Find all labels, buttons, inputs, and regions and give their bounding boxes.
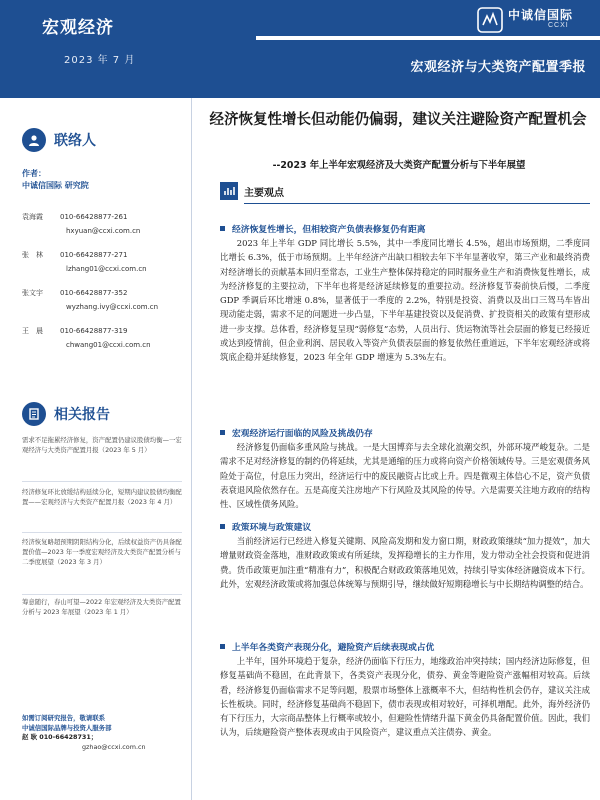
contacts-section-title xyxy=(22,128,96,152)
contact-name: 张 林 xyxy=(22,251,43,259)
related-report-link[interactable]: 需求不足拖累经济修复，资产配置仍建议股债均衡—一宏观经济与大类资产配置月报（2023 年 5 月） xyxy=(22,436,182,454)
main-views-section-title xyxy=(220,182,284,200)
report-divider xyxy=(22,481,182,482)
contact-name: 张文宇 xyxy=(22,289,43,297)
authors-institution: 中诚信国际 研究院 xyxy=(22,181,89,190)
contact-entry xyxy=(22,288,159,311)
bullet-square-icon xyxy=(220,524,225,529)
key-point-paragraph: 上半年，国外环境趋于复杂，经济仍面临下行压力，地缘政治冲突持续；国内经济边际修复，但修复基础尚不稳固，在此背景下，各类资产表现分化，债券、黄金等避险资产涨幅相对较高。后续看，经济修复仍面临需求不足等问题，股票市场整体上涨概率不大，但结构性机会仍存，建议关注成长性板块。同时，经济修复基础尚不稳固下，债市表现或相对较好，可择机增配。此外，海外经济仍有下行压力，大宗商品整体上行概率或较小，但避险性情绪升温下黄金仍具备配置价值。因此，我们认为，后续避险资产整体表现或由于风险资产，建议重点关注债券、黄金。 xyxy=(220,656,590,738)
subscription-contact-name: 赵 耿 xyxy=(22,733,38,742)
contact-phone: 010-66428877-261 xyxy=(60,213,128,221)
sidebar-divider xyxy=(191,98,192,800)
subscription-line-1: 如需订阅研究报告，敬请联系 xyxy=(22,714,106,722)
contact-phone: 010-66428877-319 xyxy=(60,327,128,335)
key-point-heading xyxy=(220,426,373,439)
related-reports-section-title xyxy=(22,402,110,426)
authors-label: 作者： xyxy=(22,169,46,178)
contact-email[interactable]: wyzhang.ivy@ccxi.com.cn xyxy=(66,303,159,311)
logo-text: 中诚信国际 xyxy=(508,8,574,22)
bullet-square-icon xyxy=(220,644,225,649)
report-subtitle: --2023 年上半年宏观经济及大类资产配置分析与下半年展望 xyxy=(272,160,526,171)
key-point-heading-text: 经济恢复性增长，但相较资产负债表修复仍有距离 xyxy=(232,225,426,235)
report-divider xyxy=(22,532,182,533)
related-report-link[interactable]: 经济恢复略超预期阴阳结构分化，后续权益资产仍具备配置价值—2023 年一季度宏观经济及大类资产配置分析与二季度展望（2023 年 3 月） xyxy=(22,538,182,566)
key-point-paragraph: 2023 年上半年 GDP 同比增长 5.5%，其中一季度同比增长 4.5%，超出市场预期，二季度同比增长 6.3%，低于市场预期。上半年经济产出缺口相较去年下半年显著收窄，第三产业和最终消费对经济增长的贡献基本回归至常态，工业生产整体保持稳定的同时服务业生产和消费恢复性增长，成为经济修复的主要拉动，下半年也将是经济延续修复的重要拉动。经济修复节奏前快后慢，二季度 GDP 季调后环比增速 0.8%，显著低于一季度的 2.2%，特别是投资、消费以及出口三驾马车皆出现动能走弱，需求不足的问题进一步凸显，下半年基建投资以及促消费、扩投资相关的政策有望形成进一步支撑。总体看，经济修复呈现“弱修复”态势，人员出行、货运物流等社会层面的修复已经接近或达到疫情前，但企业利润、居民收入等资产负债表层面的修复依然任重道远，下半年宏观经济或将筑底企稳并延续修复，2023 年全年 GDP 增速为 5.3%左右。 xyxy=(220,238,590,363)
key-point-heading-text: 政策环境与政策建议 xyxy=(232,523,312,533)
key-point-heading xyxy=(220,640,434,653)
key-point-heading xyxy=(220,520,311,533)
contact-phone: 010-66428877-352 xyxy=(60,289,128,297)
contact-entry xyxy=(22,326,151,349)
bullet-square-icon xyxy=(220,226,225,231)
related-reports-heading: 相关报告 xyxy=(54,407,110,423)
subscription-contact xyxy=(22,714,190,752)
related-report-link[interactable]: 经济修复环比放缓结构延续分化，短期内建议股债均衡配置——宏观经济与大类资产配置月报（2023 年 4 月） xyxy=(22,488,182,506)
related-report-link[interactable]: 筹意随行，春山可望—2022 年宏观经济及大类资产配置分析与 2023 年展望（2023 年 1 月） xyxy=(22,598,181,616)
subscription-line-2: 中诚信国际品牌与投资人服务部 xyxy=(22,723,112,732)
contact-entry xyxy=(22,250,147,273)
contact-person-icon xyxy=(22,128,46,152)
report-date: 2023 年 7 月 xyxy=(64,55,136,66)
logo-subtext: CCXI xyxy=(548,22,569,29)
contact-email[interactable]: hxyuan@ccxi.com.cn xyxy=(66,227,141,235)
contact-phone: 010-66428877-271 xyxy=(60,251,128,259)
bullet-square-icon xyxy=(220,430,225,435)
key-point-heading-text: 宏观经济运行面临的风险及挑战仍存 xyxy=(232,429,373,439)
key-point-heading xyxy=(220,222,426,235)
subscription-contact-email[interactable]: gzhao@ccxi.com.cn xyxy=(82,742,146,751)
contact-entry xyxy=(22,212,141,235)
key-point-heading-text: 上半年各类资产表现分化，避险资产后续表现或占优 xyxy=(232,643,435,653)
main-views-heading: 主要观点 xyxy=(244,187,284,199)
contact-email[interactable]: lzhang01@ccxi.com.cn xyxy=(66,265,147,273)
report-category: 宏观经济 xyxy=(42,18,114,38)
subscription-contact-line xyxy=(22,733,190,743)
document-icon xyxy=(22,402,46,426)
header-divider xyxy=(256,36,600,40)
report-divider xyxy=(22,594,182,595)
key-point-paragraph: 当前经济运行已经进入修复关键期、风险高发期和发力窗口期，财政政策继续“加力提效”，加大增量财政资金落地，准财政政策或有所延续，发挥稳增长的主力作用，发力带动全社会投资和促进消费。货币政策更加注重“精准有力”，积极配合财政政策落地见效，持续引导实体经济融资成本下行。此外，宏观经济政策或将加强总体统筹与预期引导，继续做好短期稳增长与中长期结构调整的结合。 xyxy=(220,536,590,589)
contact-email[interactable]: chwang01@ccxi.com.cn xyxy=(66,341,151,349)
report-title: 经济恢复性增长但动能仍偏弱，建议关注避险资产配置机会 xyxy=(209,112,587,128)
main-views-underline xyxy=(244,203,590,204)
key-points-icon xyxy=(220,182,238,200)
contacts-heading: 联络人 xyxy=(54,133,96,149)
report-header xyxy=(0,0,600,98)
report-series-title: 宏观经济与大类资产配置季报 xyxy=(410,60,586,75)
contact-name: 袁海霞 xyxy=(22,213,43,221)
subscription-contact-phone: 010-66428731； xyxy=(39,733,98,742)
key-point-paragraph: 经济修复仍面临多重风险与挑战。一是大国博弈与去全球化浪潮交织，外部环境严峻复杂。二是需求不足对经济修复的制约仍将延续，尤其是通缩的压力或将向资产价格领域传导。三是宏观债务风险处于高位，付息压力突出，经济运行中的废民融资占比或上升。四是微观主体信心不足，资产负债表衰退风险依然存在。五是高度关注房地产下行风险及其风险的传导。六是需要关注地方政府的结构性、区域性债务风险。 xyxy=(220,442,590,510)
contact-name: 王 晨 xyxy=(22,327,43,335)
